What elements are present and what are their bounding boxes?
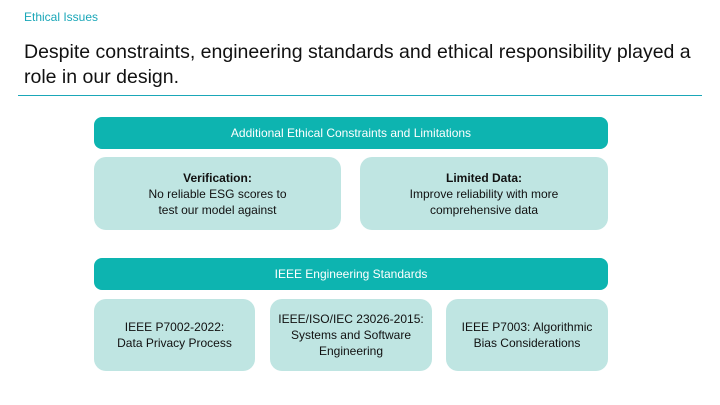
limited-data-card bbox=[360, 157, 608, 230]
limited-data-text-line: comprehensive data bbox=[429, 202, 539, 217]
verification-text-line: test our model against bbox=[158, 202, 277, 217]
limited-data-text-line: Improve reliability with more bbox=[409, 186, 559, 201]
ieee-p7003-text-line: IEEE P7003: Algorithmic bbox=[461, 320, 593, 334]
section-label: Ethical Issues bbox=[24, 10, 99, 24]
ieee-p7003-text-line: Bias Considerations bbox=[473, 336, 581, 350]
verification-text-line: No reliable ESG scores to bbox=[148, 186, 287, 201]
ieee-p7002-text-line: IEEE P7002-2022: bbox=[124, 320, 225, 334]
ieee-23026-text-line: Engineering bbox=[318, 344, 384, 358]
ieee-standards-heading: IEEE Engineering Standards bbox=[94, 258, 608, 290]
title-divider bbox=[18, 95, 702, 96]
ieee-p7002-card bbox=[94, 299, 255, 371]
slide-title: Despite constraints, engineering standards and ethical responsibility played a role in our design. bbox=[24, 41, 691, 88]
ieee-p7003-card bbox=[446, 299, 608, 371]
limited-data-heading: Limited Data: bbox=[445, 170, 522, 185]
ieee-23026-text-line: IEEE/ISO/IEC 23026-2015: bbox=[278, 312, 424, 326]
ieee-p7002-text-line: Data Privacy Process bbox=[117, 336, 232, 350]
ieee-23026-card bbox=[270, 299, 432, 371]
verification-card bbox=[94, 157, 341, 230]
ethical-constraints-heading: Additional Ethical Constraints and Limitations bbox=[94, 117, 608, 149]
ieee-23026-text-line: Systems and Software bbox=[290, 328, 412, 342]
verification-heading: Verification: bbox=[183, 170, 252, 185]
